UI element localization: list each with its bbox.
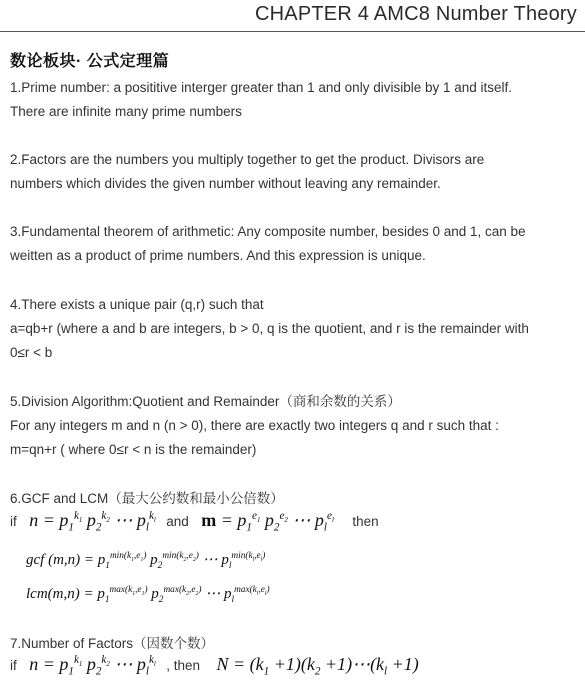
- item-7-formula-line: [10, 654, 419, 678]
- item-1-line-2: There are infinite many prime numbers: [10, 104, 242, 119]
- item-2-line-1: 2.Factors are the numbers you multiply together to get the product. Divisors are: [10, 152, 485, 167]
- item-5-line-3: m=qn+r ( where 0≤r < n is the remainder): [10, 442, 257, 457]
- item-7-then-label: , then: [166, 658, 201, 673]
- item-5-line-2: For any integers m and n (n > 0), there are exactly two integers q and r such that :: [10, 418, 499, 433]
- item-7-line-1: 7.Number of Factors（因数个数）: [10, 636, 215, 651]
- gcf-formula: gcf $(m,n) = p_1^{min(k_1,e_1)}$ $p_2^{min(k_2,e_2)}$ ⋯ $p_l^{min(k_l,e_l)}$: [26, 551, 266, 571]
- item-7-if-label: if: [10, 658, 17, 673]
- item-3-line-2: weitten as a product of prime numbers. And this expression is unique.: [10, 248, 426, 263]
- chapter-title: CHAPTER 4 AMC8 Number Theory: [255, 3, 577, 25]
- item-6-if-label: if: [10, 514, 17, 529]
- item-4-line-1: 4.There exists a unique pair (q,r) such that: [10, 297, 264, 312]
- factorization-m: $m = p_1^{e_1}$ $p_2^{e_2}$ ⋯ $p_l^{e_l}$: [201, 510, 334, 534]
- item-2-line-2: numbers which divides the given number without leaving any remainder.: [10, 176, 441, 191]
- item-6-factorization-line: [10, 510, 379, 534]
- item-6-line-1: 6.GCF and LCM（最大公约数和最小公倍数）: [10, 491, 284, 506]
- item-1-line-1: 1.Prime number: a posititive interger greater than 1 and only divisible by 1 and itself.: [10, 80, 513, 95]
- item-6-then-label: then: [352, 514, 379, 529]
- factorization-n: $n = p_1^{k_1}$ $p_2^{k_2}$ ⋯ $p_l^{k_l}$: [29, 510, 156, 534]
- item-6-and-label: and: [166, 514, 189, 529]
- item-3-line-1: 3.Fundamental theorem of arithmetic: Any composite number, besides 0 and 1, can be: [10, 224, 526, 239]
- item-4-line-3: 0≤r < b: [10, 345, 53, 360]
- section-title: 数论板块· 公式定理篇: [10, 53, 170, 70]
- item-4-line-2: a=qb+r (where a and b are integers, b > 0, q is the quotient, and r is the remainder with: [10, 321, 529, 336]
- lcm-formula: $lcm(m,n) = p_1^{max(k_1,e_1)}$ $p_2^{max(k_2,e_2)}$ ⋯ $p_l^{max(k_l,e_l)}$: [26, 585, 270, 605]
- header-divider: [0, 31, 585, 32]
- number-of-factors-formula: $N = (k_1 +1)(k_2$ $+1)\cdots(k_l +1)$: [216, 654, 419, 678]
- page-header: [0, 0, 585, 33]
- factorization-n-item7: $n = p_1^{k_1}$ $p_2^{k_2}$ ⋯ $p_l^{k_l}$: [29, 654, 156, 678]
- item-5-line-1: 5.Division Algorithm:Quotient and Remainder（商和余数的关系）: [10, 394, 401, 409]
